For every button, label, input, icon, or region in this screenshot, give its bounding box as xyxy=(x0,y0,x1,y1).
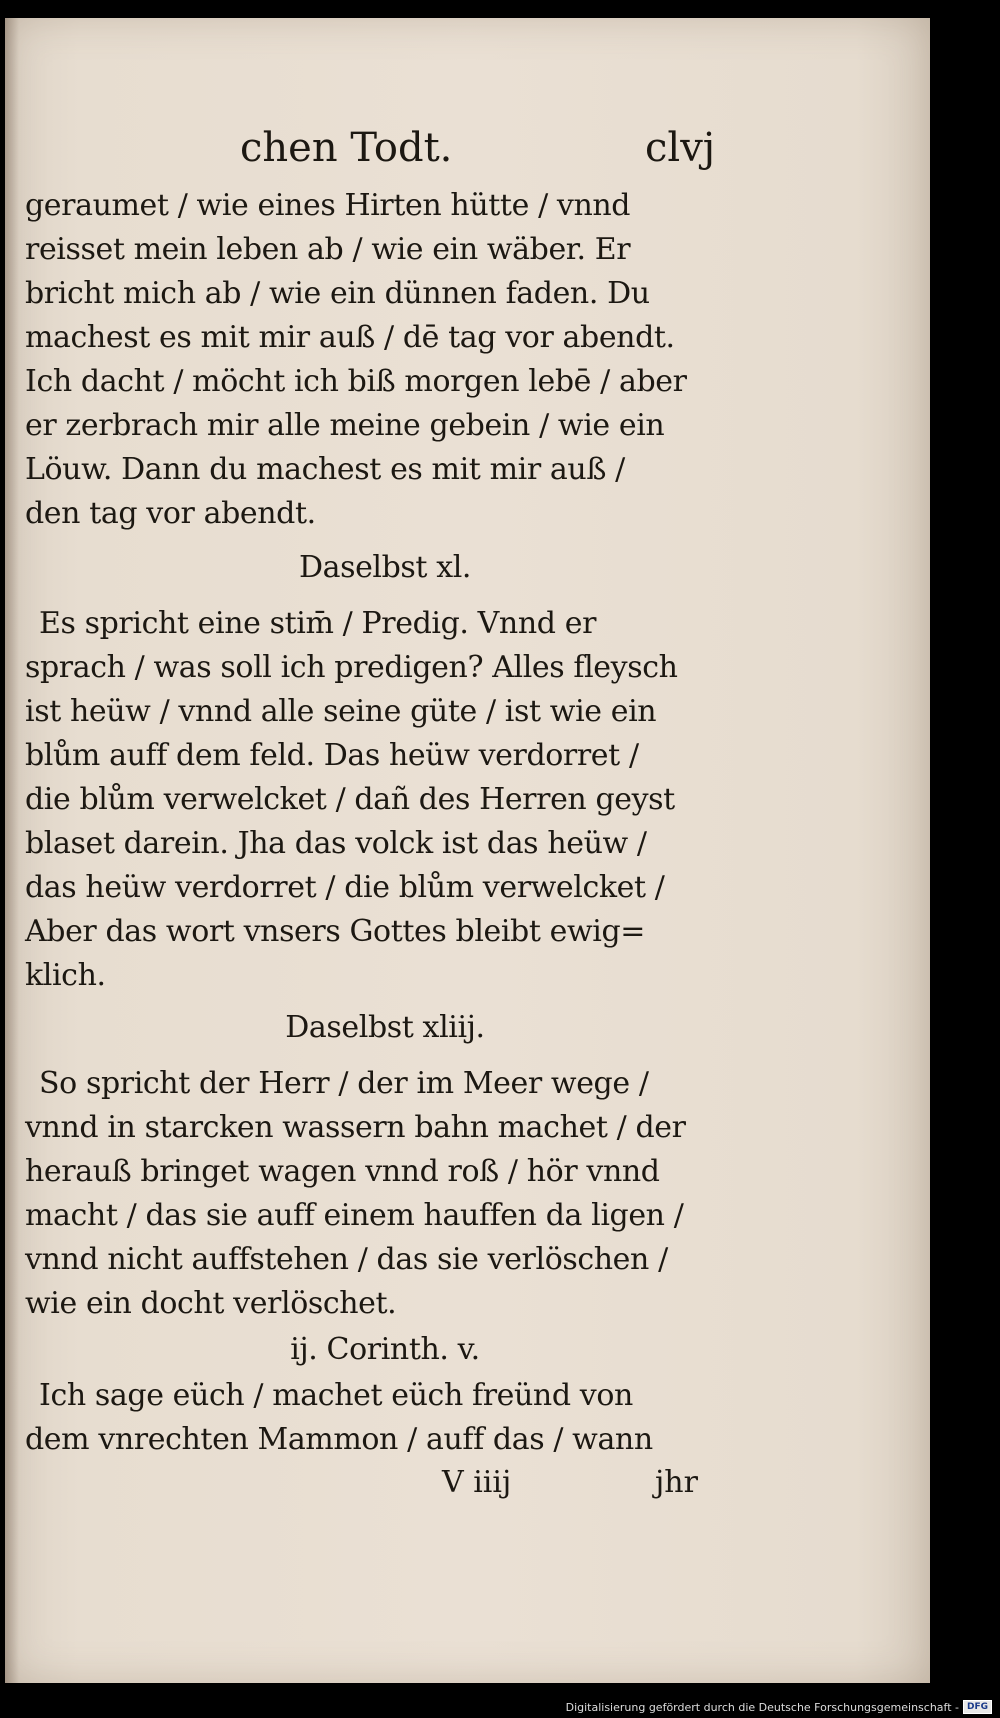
text-line: klich. xyxy=(25,958,106,993)
text-line: Aber das wort vnsers Gottes bleibt ewig= xyxy=(25,914,646,949)
text-line: Ich sage eüch / machet eüch freünd von xyxy=(39,1378,633,1413)
text-line: machest es mit mir auß / dē tag vor abendt. xyxy=(25,320,675,355)
digitization-credit xyxy=(566,1700,992,1714)
running-title: chen Todt. xyxy=(240,125,453,171)
folio-number: clvj xyxy=(645,125,716,171)
text-line: geraumet / wie eines Hirten hütte / vnnd xyxy=(25,188,631,223)
text-line: macht / das sie auff einem hauffen da ligen / xyxy=(25,1198,684,1233)
credit-text: Digitalisierung gefördert durch die Deutsche Forschungsgemeinschaft - xyxy=(565,1700,959,1714)
text-line: bricht mich ab / wie ein dünnen faden. Du xyxy=(25,276,650,311)
text-line: sprach / was soll ich predigen? Alles fleysch xyxy=(25,650,678,685)
text-line: Löuw. Dann du machest es mit mir auß / xyxy=(25,452,625,487)
text-line: Ich dacht / möcht ich biß morgen lebē / aber xyxy=(25,364,687,399)
section-heading: ij. Corinth. v. xyxy=(290,1332,480,1367)
text-line: blaset darein. Jha das volck ist das heüw / xyxy=(25,826,647,861)
text-line: dem vnrechten Mammon / auff das / wann xyxy=(25,1422,653,1457)
text-line: vnnd in starcken wassern bahn machet / der xyxy=(25,1110,686,1145)
dfg-logo-icon: DFG xyxy=(963,1700,992,1714)
text-line: ist heüw / vnnd alle seine güte / ist wie ein xyxy=(25,694,657,729)
page-header xyxy=(25,118,745,178)
text-line: Es spricht eine stim̄ / Predig. Vnnd er xyxy=(39,606,597,641)
text-line: reisset mein leben ab / wie ein wäber. Er xyxy=(25,232,631,267)
text-line: er zerbrach mir alle meine gebein / wie ein xyxy=(25,408,665,443)
text-line: die blům verwelcket / dañ des Herren geyst xyxy=(25,782,675,817)
text-line: wie ein docht verlöschet. xyxy=(25,1286,397,1321)
text-line: So spricht der Herr / der im Meer wege / xyxy=(39,1066,649,1101)
text-line: herauß bringet wagen vnnd roß / hör vnnd xyxy=(25,1154,660,1189)
text-line: das heüw verdorret / die blům verwelcket / xyxy=(25,870,665,905)
section-heading: Daselbst xliij. xyxy=(285,1010,485,1045)
text-line: blům auff dem feld. Das heüw verdorret / xyxy=(25,738,639,773)
text-line: den tag vor abendt. xyxy=(25,496,316,531)
text-line: vnnd nicht auffstehen / das sie verlöschen / xyxy=(25,1242,668,1277)
signature-mark: V iiij xyxy=(442,1465,512,1500)
section-heading: Daselbst xl. xyxy=(298,550,472,585)
page-footer xyxy=(25,1458,745,1508)
book-page xyxy=(5,18,930,1683)
catchword: jhr xyxy=(655,1465,698,1500)
